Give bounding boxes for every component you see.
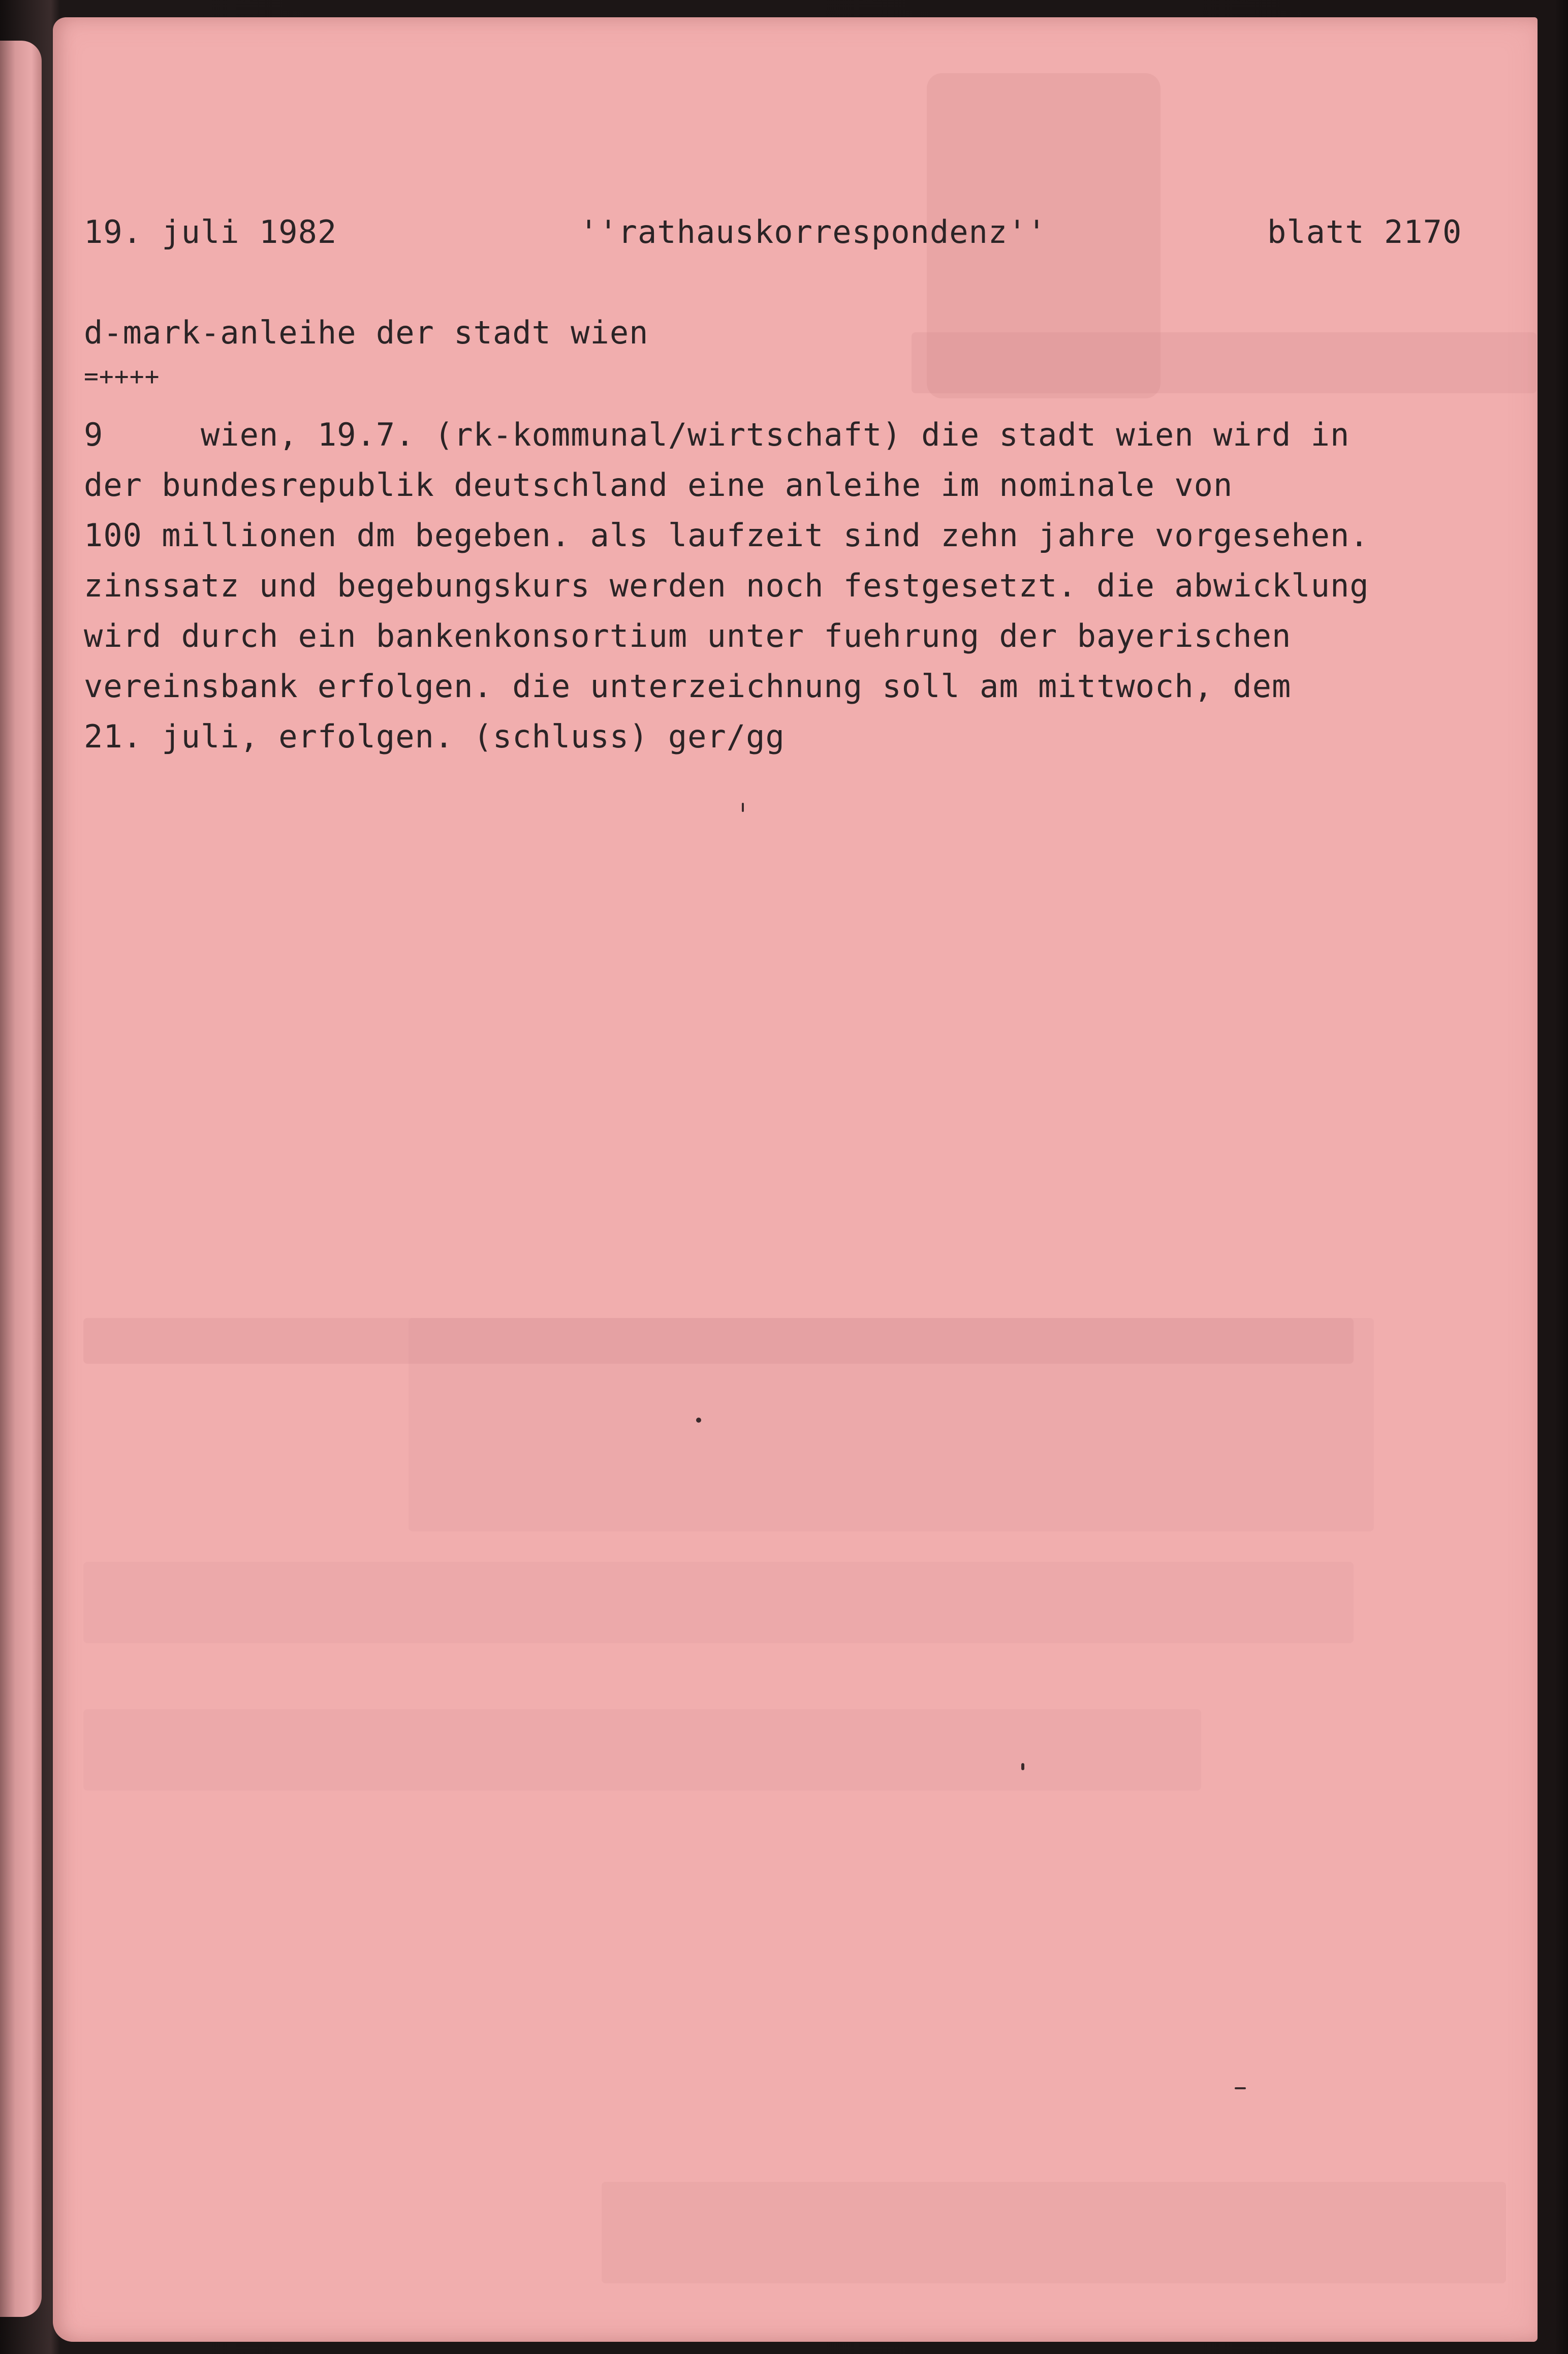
article-headline: d-mark-anleihe der stadt wien [84, 314, 649, 351]
show-through-block-2 [83, 1562, 1354, 1643]
body-line: wird durch ein bankenkonsortium unter fuehrung der bayerischen [84, 617, 1292, 654]
body-line: 100 millionen dm begeben. als laufzeit sind zehn jahre vorgesehen. [84, 517, 1369, 554]
header-sheet-number: blatt 2170 [1267, 213, 1462, 250]
show-through-footer [602, 2182, 1506, 2283]
paper-speck [696, 1418, 701, 1423]
previous-page-edge [0, 41, 42, 2317]
body-line: zinssatz und begebungskurs werden noch festgesetzt. die abwicklung [84, 567, 1369, 604]
document-sheet [53, 17, 1538, 2342]
paper-speck [1235, 2087, 1246, 2089]
header-date: 19. juli 1982 [84, 213, 337, 250]
body-line: 9 wien, 19.7. (rk-kommunal/wirtschaft) die stadt wien wird in [84, 416, 1350, 453]
show-through-block [409, 1318, 1374, 1531]
show-through-block-3 [83, 1709, 1201, 1791]
body-line: 21. juli, erfolgen. (schluss) ger/gg [84, 718, 785, 755]
header-publication: ''rathauskorrespondenz'' [579, 213, 1047, 250]
article-body [84, 410, 1456, 762]
headline-rule: =++++ [84, 362, 160, 391]
body-line: vereinsbank erfolgen. die unterzeichnung soll am mittwoch, dem [84, 668, 1292, 705]
body-line: der bundesrepublik deutschland eine anleihe im nominale von [84, 466, 1233, 504]
show-through-band [912, 332, 1536, 393]
paper-speck [742, 803, 744, 812]
paper-speck [1021, 1763, 1024, 1770]
